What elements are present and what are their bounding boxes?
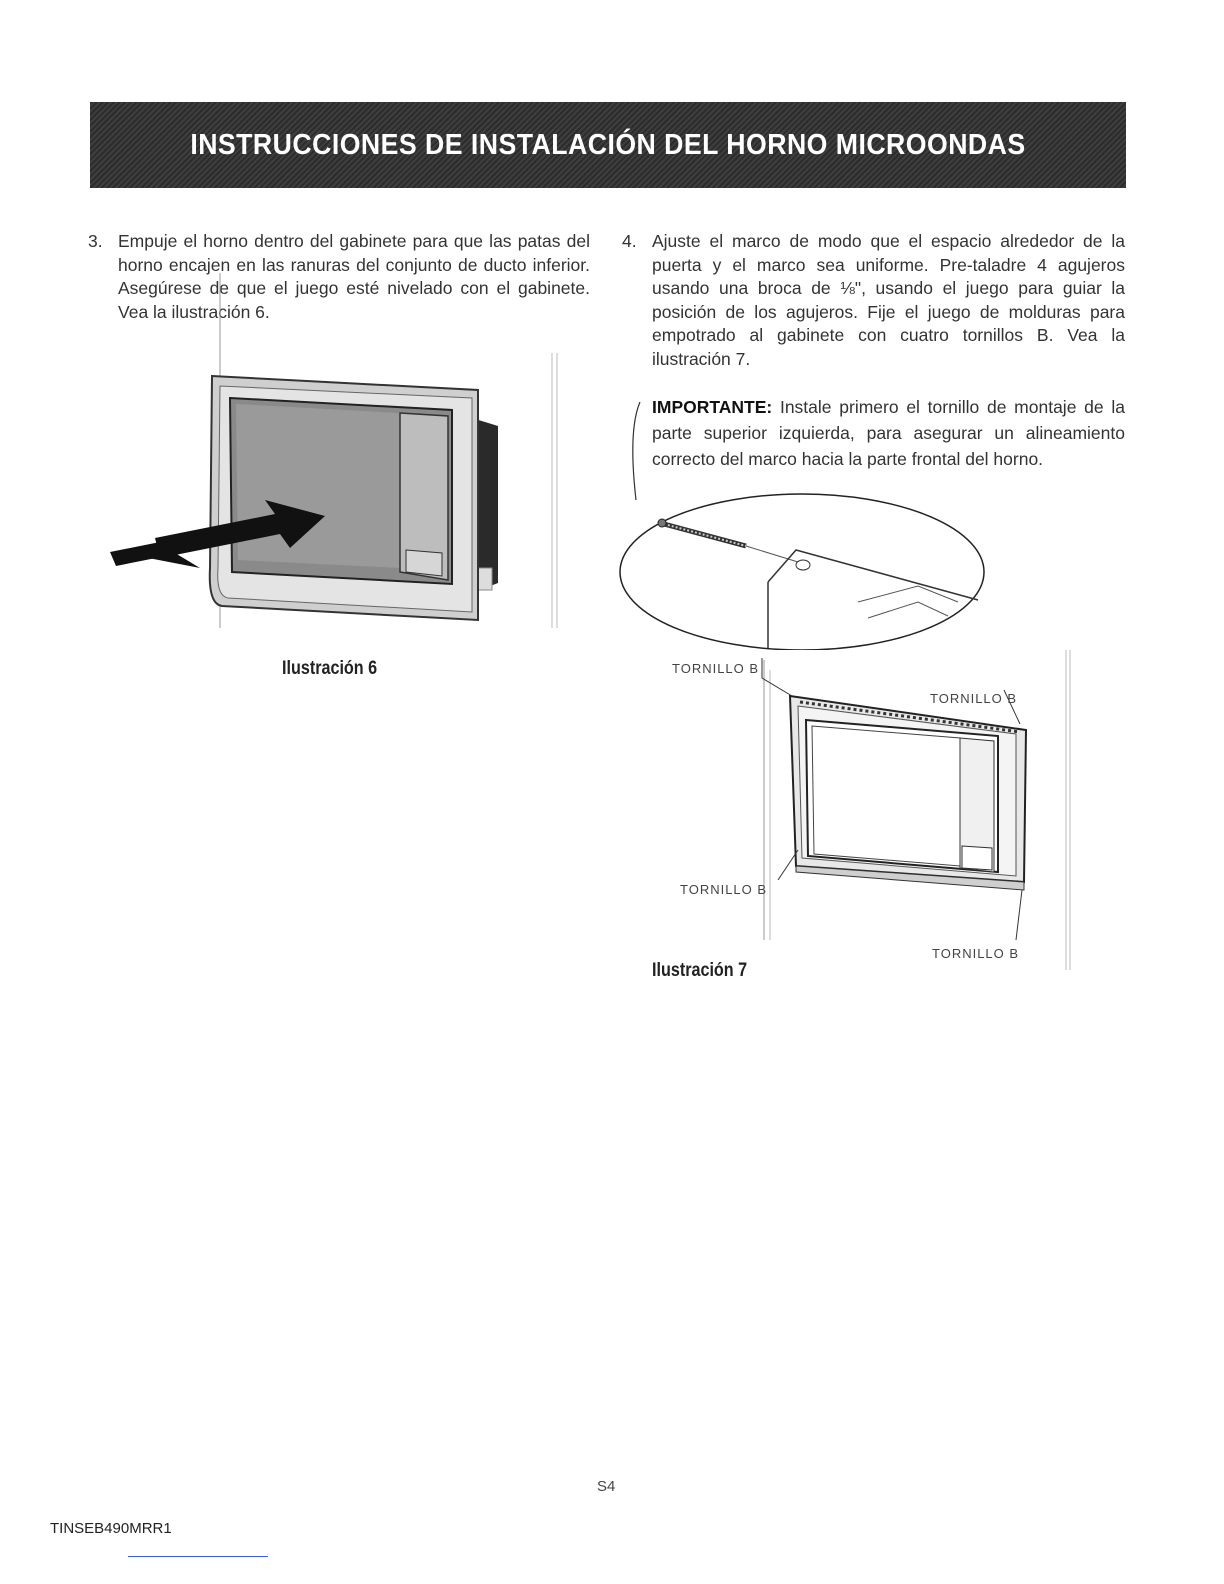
illustration-7-detail [618,390,998,650]
page-number: S4 [597,1478,616,1495]
screw-label-bottom-left: TORNILLO B [680,882,768,897]
screw-label-top-left: TORNILLO B [672,661,760,676]
figure-7-caption: Ilustración 7 [652,960,748,981]
important-text: Instale primero el tornillo de montaje de la parte superior izquierda, para asegurar un alineamiento correcto del marco hacia la parte frontal del horno. [652,397,1125,469]
important-label: IMPORTANTE: [652,397,773,417]
step-number: 3. [88,231,103,251]
step-text: Empuje el horno dentro del gabinete para que las patas del horno encajen en las ranuras del conjunto de ducto inferior. Asegúrese de que el juego esté nivelado con el gabinete. Vea la ilustración 6. [118,231,590,322]
figure-6-caption: Ilustración 6 [282,658,378,679]
illustration-6 [100,268,570,638]
illustration-7 [740,650,1080,970]
header-banner [90,102,1126,188]
step-number: 4. [622,231,637,251]
screw-label-bottom-right: TORNILLO B [932,946,1020,961]
step-text: Ajuste el marco de modo que el espacio alrededor de la puerta y el marco sea uniforme. Pre-taladre 4 agujeros usando una broca de ⅛", usando el juego para guiar la posición de los agujeros. Fije el juego de molduras para empotrado al gabinete con cuatro tornillos B. Vea la ilustración 7. [652,231,1125,369]
step-4 [622,230,1125,371]
screw-label-top-right: TORNILLO B [930,691,1018,706]
page-title: INSTRUCCIONES DE INSTALACIÓN DEL HORNO MICROONDAS [190,128,1026,161]
footer-link-underline [128,1556,268,1557]
model-number: TINSEB490MRR1 [50,1520,172,1537]
